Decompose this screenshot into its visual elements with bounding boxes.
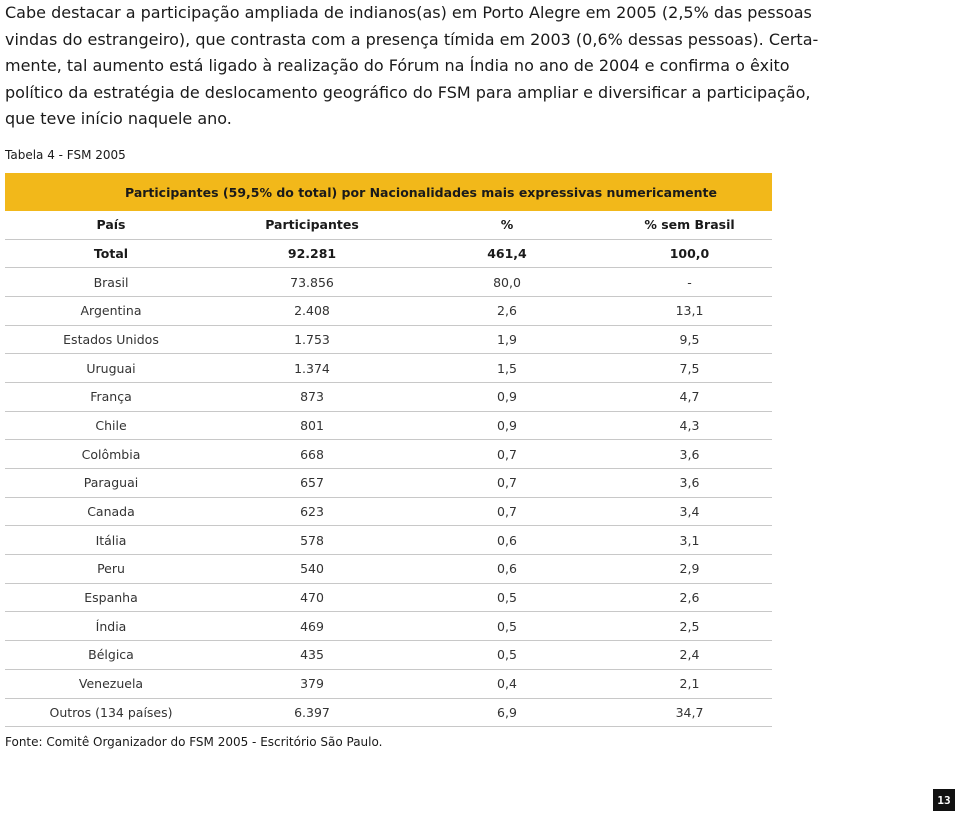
column-header-country: País — [96, 217, 126, 233]
cell-participants: 435 — [300, 647, 324, 663]
table-banner — [5, 173, 772, 211]
column-header-percent-without-brazil: % sem Brasil — [644, 217, 735, 233]
cell-country: Brasil — [93, 274, 129, 290]
cell-percent-without-brazil: 100,0 — [669, 245, 710, 261]
cell-percent: 6,9 — [497, 704, 517, 720]
paragraph-line: mente, tal aumento está ligado à realização do Fórum na Índia no ano de 2004 e confirma o êxito — [5, 56, 790, 75]
cell-percent-without-brazil: 13,1 — [675, 303, 704, 319]
cell-country: França — [90, 389, 132, 405]
cell-participants: 1.753 — [294, 331, 330, 347]
cell-participants: 623 — [300, 504, 324, 520]
cell-percent: 0,4 — [497, 676, 517, 692]
table-row — [5, 526, 772, 555]
cell-percent: 0,5 — [497, 618, 517, 634]
cell-country: Canada — [87, 504, 135, 520]
cell-country: Espanha — [84, 590, 138, 606]
cell-participants: 668 — [300, 446, 324, 462]
paragraph-line: Cabe destacar a participação ampliada de indianos(as) em Porto Alegre em 2005 (2,5% das pessoas — [5, 3, 812, 22]
cell-country: Outros (134 países) — [49, 704, 173, 720]
cell-participants: 1.374 — [294, 360, 330, 376]
cell-percent-without-brazil: 9,5 — [679, 331, 700, 347]
cell-percent: 0,6 — [497, 532, 517, 548]
cell-participants: 2.408 — [294, 303, 330, 319]
cell-percent: 0,9 — [497, 417, 517, 433]
page-number: 13 — [933, 789, 955, 811]
cell-participants: 873 — [300, 389, 324, 405]
table-row — [5, 699, 772, 728]
cell-percent: 1,9 — [497, 331, 517, 347]
table-row — [5, 498, 772, 527]
cell-country: Itália — [95, 532, 127, 548]
cell-participants: 578 — [300, 532, 324, 548]
cell-percent-without-brazil: 2,9 — [679, 561, 700, 577]
cell-percent-without-brazil: 2,1 — [679, 676, 700, 692]
cell-percent: 461,4 — [487, 245, 527, 261]
cell-percent: 0,7 — [497, 446, 517, 462]
table-row — [5, 440, 772, 469]
cell-percent: 0,6 — [497, 561, 517, 577]
cell-country: Peru — [97, 561, 125, 577]
cell-percent: 0,7 — [497, 504, 517, 520]
cell-participants: 379 — [300, 676, 324, 692]
cell-percent-without-brazil: 34,7 — [675, 704, 704, 720]
table-row — [5, 670, 772, 699]
cell-country: Chile — [95, 417, 127, 433]
table-caption: Tabela 4 - FSM 2005 — [5, 148, 126, 162]
cell-percent-without-brazil: 4,7 — [679, 389, 700, 405]
table-row — [5, 584, 772, 613]
paragraph-line: que teve início naquele ano. — [5, 109, 232, 128]
cell-percent: 0,9 — [497, 389, 517, 405]
cell-participants: 6.397 — [294, 704, 330, 720]
cell-percent: 0,5 — [497, 590, 517, 606]
data-table — [5, 211, 772, 727]
cell-percent: 2,6 — [497, 303, 517, 319]
cell-percent-without-brazil: 7,5 — [679, 360, 700, 376]
table-banner-title: Participantes (59,5% do total) por Nacionalidades mais expressivas numericamente — [125, 185, 717, 200]
cell-percent: 80,0 — [493, 274, 521, 290]
cell-country: Bélgica — [88, 647, 134, 663]
table-row — [5, 641, 772, 670]
table-row — [5, 612, 772, 641]
cell-percent-without-brazil: 2,4 — [679, 647, 700, 663]
cell-participants: 469 — [300, 618, 324, 634]
cell-percent: 0,7 — [497, 475, 517, 491]
column-header-participants: Participantes — [265, 217, 359, 233]
cell-country: Uruguai — [86, 360, 136, 376]
table-column-header-row — [5, 211, 772, 240]
table-row — [5, 297, 772, 326]
cell-participants: 73.856 — [290, 274, 334, 290]
body-paragraph — [5, 0, 957, 133]
cell-percent-without-brazil: 2,5 — [679, 618, 700, 634]
column-header-percent: % — [500, 217, 514, 233]
table-row — [5, 354, 772, 383]
cell-percent-without-brazil: 3,4 — [679, 504, 700, 520]
table-row — [5, 326, 772, 355]
cell-percent: 1,5 — [497, 360, 517, 376]
table-total-row — [5, 240, 772, 269]
table-row — [5, 469, 772, 498]
cell-participants: 470 — [300, 590, 324, 606]
table-body — [5, 240, 772, 728]
table-row — [5, 268, 772, 297]
cell-percent-without-brazil: - — [687, 274, 692, 290]
cell-participants: 92.281 — [287, 245, 337, 261]
table-row — [5, 555, 772, 584]
cell-participants: 540 — [300, 561, 324, 577]
cell-country: Colômbia — [81, 446, 141, 462]
table-source: Fonte: Comitê Organizador do FSM 2005 - Escritório São Paulo. — [5, 735, 383, 749]
cell-percent-without-brazil: 4,3 — [679, 417, 700, 433]
paragraph-line: vindas do estrangeiro), que contrasta com a presença tímida em 2003 (0,6% dessas pessoas). Certa- — [5, 29, 819, 49]
cell-country: Paraguai — [83, 475, 139, 491]
cell-percent-without-brazil: 3,1 — [679, 532, 700, 548]
cell-country: Estados Unidos — [63, 331, 159, 347]
paragraph-line: político da estratégia de deslocamento geográfico do FSM para ampliar e diversificar a participação, — [5, 82, 811, 102]
cell-percent-without-brazil: 3,6 — [679, 475, 700, 491]
cell-country: Argentina — [80, 303, 142, 319]
cell-country: Venezuela — [78, 676, 144, 692]
table-row — [5, 412, 772, 441]
cell-country: Total — [93, 245, 129, 261]
cell-percent-without-brazil: 2,6 — [679, 590, 700, 606]
cell-percent: 0,5 — [497, 647, 517, 663]
cell-participants: 801 — [300, 417, 324, 433]
table-row — [5, 383, 772, 412]
cell-country: Índia — [95, 618, 127, 634]
cell-percent-without-brazil: 3,6 — [679, 446, 700, 462]
cell-participants: 657 — [300, 475, 324, 491]
